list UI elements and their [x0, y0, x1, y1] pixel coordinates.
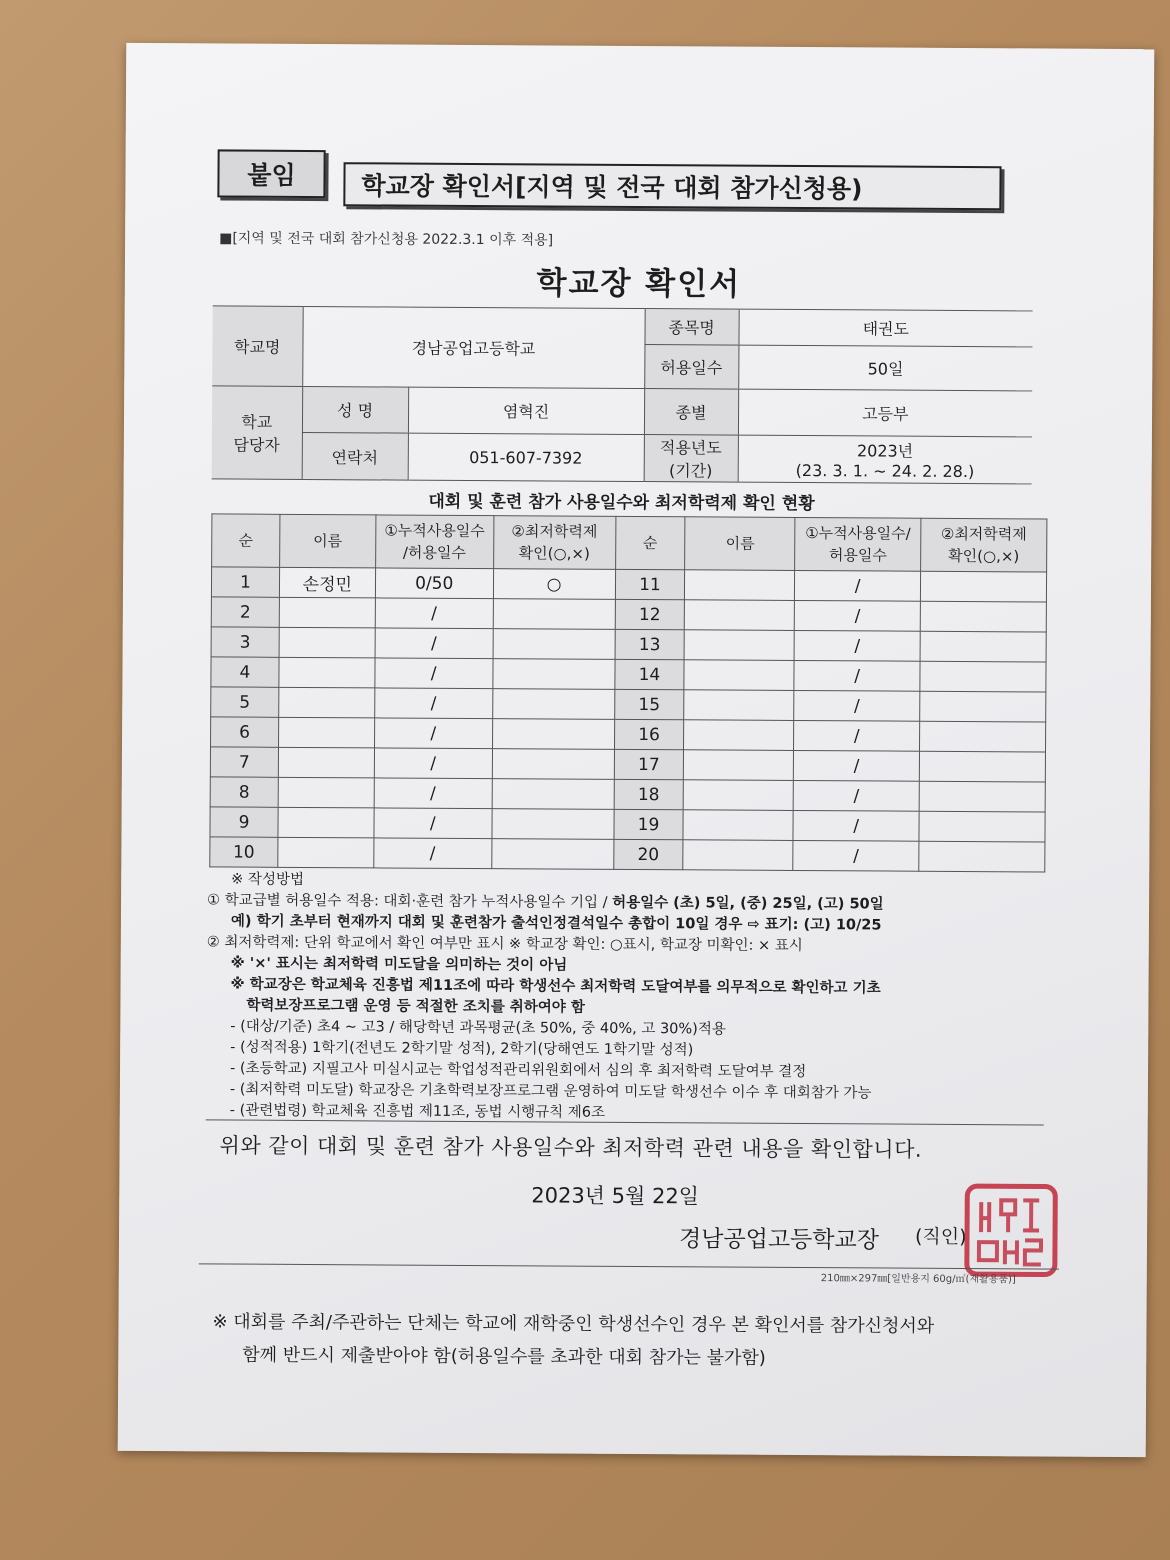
- instruction-line: ※ '×' 표시는 최저학력 미도달을 의미하는 것이 아님: [230, 955, 568, 974]
- allowed-days-value: 50일: [738, 345, 1032, 391]
- row-check-right: [919, 751, 1045, 782]
- row-check: [492, 689, 614, 720]
- issue-date: 2023년 5월 22일: [531, 1183, 700, 1209]
- instruction-emphasis: 허용일수 (초) 5일, (중) 25일, (고) 50일: [612, 894, 884, 913]
- document-page: [118, 43, 1155, 1457]
- participation-table: [209, 513, 1047, 872]
- row-name: [278, 807, 374, 838]
- row-days: /: [375, 598, 493, 629]
- row-name: [279, 597, 375, 628]
- row-no: 5: [211, 687, 279, 717]
- staff-label-line1: 학교: [241, 412, 273, 432]
- row-check: [492, 809, 614, 840]
- instruction-line: ※ 학교장은 학교체육 진흥법 제11조에 따라 학생선수 최저학력 도달여부를 의무적으로 확인하고 기초: [230, 976, 881, 997]
- col-header-check-right-line1: ②최저학력제: [940, 524, 1027, 544]
- row-no: 2: [211, 597, 279, 627]
- division-label: 종별: [644, 389, 738, 436]
- row-days: 0/50: [375, 568, 493, 599]
- instruction-line: - (성적적용) 1학기(전년도 2학기말 성적), 2학기(당해연도 1학기말 성적): [230, 1039, 694, 1059]
- row-days: /: [375, 658, 493, 689]
- instructions: [206, 869, 1058, 1126]
- instruction-line: - (초등학교) 지필고사 미실시교는 학업성적관리위원회에서 심의 후 최저학력 도달여부 결정: [229, 1060, 807, 1081]
- row-days-right: /: [793, 840, 919, 871]
- row-no-right: 14: [614, 659, 684, 689]
- row-check-right: [919, 841, 1045, 872]
- row-check-right: [920, 601, 1046, 632]
- row-check: [492, 779, 614, 810]
- year-value-line2: (23. 3. 1. ~ 24. 2. 28.): [795, 460, 975, 482]
- row-name: [279, 627, 375, 658]
- row-name: [279, 687, 375, 718]
- row-no-right: 11: [615, 569, 685, 599]
- paper-specification: 210㎜×297㎜[일반용지 60g/㎡(재활용품)]: [820, 1273, 1016, 1286]
- seal-mark-text: (직인): [914, 1225, 967, 1249]
- info-table: [212, 305, 1033, 484]
- row-name: [278, 777, 374, 808]
- row-name: 손정민: [279, 567, 375, 598]
- row-days-right: /: [794, 630, 920, 661]
- notice-line: 함께 반드시 제출받아야 함(허용일수를 초과한 대회 참가는 불가함): [242, 1344, 766, 1369]
- row-days-right: /: [794, 720, 920, 751]
- row-no: 10: [210, 837, 278, 867]
- row-days-right: /: [793, 780, 919, 811]
- row-no: 7: [210, 747, 278, 777]
- row-days: /: [374, 748, 492, 779]
- staff-label: [212, 386, 303, 480]
- row-no-right: 12: [615, 599, 685, 629]
- row-no: 6: [211, 717, 279, 747]
- row-name-right: [684, 750, 794, 781]
- instruction-line: ② 최저학력제: 단위 학교에서 확인 여부만 표시 ※ 학교장 확인: ○표시, 학교장 미확인: × 표시: [206, 934, 803, 955]
- divider: [199, 1263, 1059, 1269]
- row-check: [493, 629, 615, 660]
- division-value: 고등부: [738, 389, 1032, 437]
- row-check-right: [920, 721, 1046, 752]
- status-table-title: 대회 및 훈련 참가 사용일수와 최저학력제 확인 현황: [428, 491, 815, 515]
- attachment-tag: 붙임: [217, 149, 325, 198]
- row-days: /: [374, 778, 492, 809]
- row-days: /: [374, 808, 492, 839]
- header-title-box: 학교장 확인서[지역 및 전국 대회 참가신청용): [343, 162, 1001, 210]
- row-check: [493, 599, 615, 630]
- row-no: 1: [211, 567, 279, 597]
- col-header-days-right: [795, 517, 921, 571]
- instruction-line: - (최저학력 미도달) 학교장은 기초학력보장프로그램 운영하여 미도달 학생선수 이수 후 대회참가 가능: [229, 1081, 872, 1102]
- row-name-right: [685, 570, 795, 601]
- col-header-no-right: 순: [615, 516, 685, 569]
- row-name: [279, 657, 375, 688]
- row-no: 3: [211, 627, 279, 657]
- col-header-days-right-line2: 허용일수: [828, 546, 887, 565]
- col-header-check-line1: ②최저학력제: [511, 522, 598, 541]
- row-name: [278, 747, 374, 778]
- event-value: 태권도: [738, 309, 1032, 347]
- year-label: [644, 435, 738, 483]
- document-title: 학교장 확인서: [536, 265, 742, 303]
- row-days-right: /: [794, 660, 920, 691]
- row-name-right: [685, 600, 795, 631]
- contact-value: 051-607-7392: [408, 433, 644, 481]
- row-no: 8: [210, 777, 278, 807]
- row-days: /: [375, 628, 493, 659]
- col-header-name-right: 이름: [685, 517, 795, 571]
- name-value: 염혁진: [408, 387, 644, 434]
- row-check-right: [920, 571, 1046, 602]
- confirmation-statement: 위와 같이 대회 및 훈련 참가 사용일수와 최저학력 관련 내용을 확인합니다.: [219, 1133, 923, 1162]
- row-name: [278, 717, 374, 748]
- row-name-right: [684, 660, 794, 691]
- instructions-heading: ※ 작성방법: [231, 871, 305, 888]
- row-check-right: [920, 691, 1046, 722]
- row-check: [492, 749, 614, 780]
- row-days-right: /: [795, 570, 921, 601]
- col-header-days-line1: ①누적사용일수: [384, 521, 485, 541]
- instruction-line: - (대상/기준) 초4 ~ 고3 / 해당학년 과목평균(초 50%, 중 40%, 고 30%)적용: [230, 1018, 726, 1038]
- col-header-days: [375, 515, 493, 569]
- row-no-right: 15: [614, 689, 684, 719]
- school-value: 경남공업고등학교: [302, 306, 644, 388]
- row-days-right: /: [794, 750, 920, 781]
- year-label-line2: (기간): [668, 461, 713, 481]
- row-check: [491, 839, 613, 870]
- row-days-right: /: [794, 690, 920, 721]
- col-header-days-line2: /허용일수: [402, 543, 466, 562]
- row-no-right: 18: [614, 779, 684, 809]
- table-row: [210, 837, 1045, 872]
- row-check-right: [920, 631, 1046, 662]
- instruction-text: ① 학교급별 허용일수 적용: 대회·훈련 참가 누적사용일수 기입 /: [207, 892, 613, 911]
- row-no-right: 17: [614, 749, 684, 779]
- row-name-right: [684, 720, 794, 751]
- submission-notice: [212, 1305, 1052, 1376]
- row-check: ○: [493, 569, 615, 600]
- principal-signature-line: 경남공업고등학교장: [678, 1226, 880, 1254]
- row-check-right: [919, 811, 1045, 842]
- col-header-check-line2: 확인(○,×): [518, 544, 590, 563]
- row-no-right: 16: [614, 719, 684, 749]
- row-name-right: [683, 840, 793, 871]
- row-days-right: /: [794, 600, 920, 631]
- name-label: 성 명: [302, 386, 408, 433]
- year-label-line1: 적용년도: [659, 438, 722, 458]
- row-days-right: /: [793, 810, 919, 841]
- year-value: [738, 435, 1032, 484]
- official-seal-stamp: [961, 1180, 1062, 1281]
- applicability-note: ■[지역 및 전국 대회 참가신청용 2022.3.1 이후 적용]: [219, 230, 554, 249]
- row-name-right: [684, 630, 794, 661]
- row-days: /: [374, 688, 492, 719]
- row-no-right: 19: [613, 809, 683, 839]
- col-header-no: 순: [212, 514, 280, 567]
- year-value-line1: 2023년: [856, 441, 914, 461]
- col-header-check-right: [921, 518, 1047, 572]
- row-days: /: [374, 838, 492, 869]
- row-name-right: [683, 810, 793, 841]
- school-label: 학교명: [212, 306, 302, 387]
- row-days: /: [374, 718, 492, 749]
- row-check-right: [920, 661, 1046, 692]
- instruction-line: 학력보장프로그램 운영 등 적절한 조치를 취하여야 함: [246, 997, 585, 1016]
- row-name-right: [684, 780, 794, 811]
- col-header-name: 이름: [280, 514, 376, 568]
- instruction-line: 예) 학기 초부터 현재까지 대회 및 훈련참가 출석인정결석일수 총합이 10일 경우 ⇨ 표기: (고) 10/25: [230, 913, 882, 934]
- row-name-right: [684, 690, 794, 721]
- contact-label: 연락처: [302, 432, 408, 480]
- row-no: 4: [211, 657, 279, 687]
- col-header-days-right-line1: ①누적사용일수/: [805, 524, 911, 543]
- row-no: 9: [210, 807, 278, 837]
- row-no-right: 20: [613, 839, 683, 869]
- staff-label-line2: 담당자: [233, 435, 280, 455]
- event-label: 종목명: [644, 309, 738, 346]
- row-check-right: [919, 781, 1045, 812]
- row-check: [493, 659, 615, 690]
- row-name: [278, 837, 374, 868]
- notice-line: ※ 대회를 주최/주관하는 단체는 학교에 재학중인 학생선수인 경우 본 확인서를 참가신청서와: [212, 1311, 935, 1337]
- col-header-check: [493, 516, 615, 570]
- row-check: [492, 719, 614, 750]
- instruction-line: - (관련법령) 학교체육 진흥법 제11조, 동법 시행규칙 제6조: [229, 1102, 606, 1121]
- row-no-right: 13: [615, 629, 685, 659]
- col-header-check-right-line2: 확인(○,×): [948, 546, 1020, 566]
- allowed-days-label: 허용일수: [644, 345, 738, 390]
